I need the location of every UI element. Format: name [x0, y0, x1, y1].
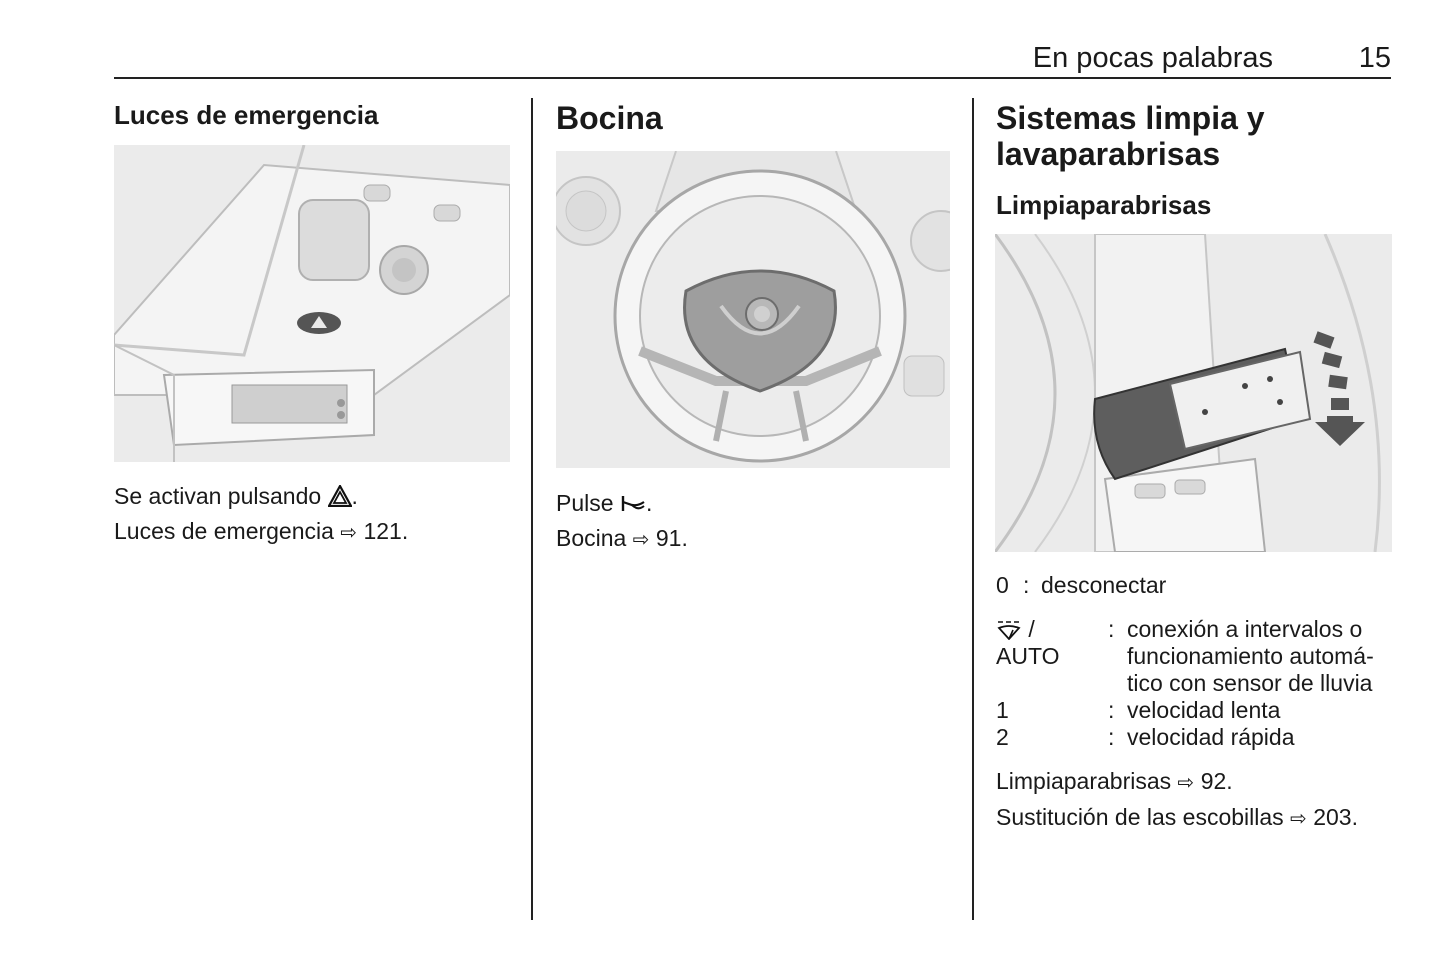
wiper-interval-icon — [996, 620, 1022, 640]
section-title: En pocas palabras — [1032, 42, 1273, 74]
wiper-blade-reference[interactable] — [996, 802, 1358, 834]
legend-value-interval-line2: funcionamiento automá- — [1127, 643, 1374, 669]
wiper-reference[interactable] — [996, 766, 1233, 798]
legend-value-interval-line1: conexión a intervalos o — [1127, 616, 1363, 642]
page-header — [114, 40, 1391, 79]
legend-value-interval — [1127, 616, 1386, 697]
legend-separator: : — [1108, 616, 1115, 642]
horn-icon — [620, 494, 646, 514]
page-number: 15 — [1358, 42, 1391, 74]
legend-key-auto: AUTO — [996, 643, 1060, 669]
legend-value-fast: velocidad rápida — [1127, 724, 1295, 750]
legend-key-slash: / — [1028, 616, 1035, 642]
legend-key-interval — [996, 616, 1059, 670]
wiper-blade-reference-text: Sustitución de las escobillas — [996, 804, 1284, 830]
horn-reference-page: 91. — [655, 525, 688, 551]
legend-key-0: 0 — [996, 572, 1009, 598]
legend-row-interval — [996, 616, 1386, 697]
hazard-reference-page: 121. — [363, 518, 409, 544]
legend-key-2: 2 — [996, 724, 1009, 750]
cross-reference-arrow-icon: ⇨ — [1290, 808, 1307, 830]
legend-separator: : — [1108, 697, 1115, 723]
wiper-legend — [996, 572, 1386, 751]
wiper-heading-line1: Sistemas limpia y — [996, 100, 1265, 136]
wiper-subsection — [996, 188, 1211, 222]
hazard-reference-text: Luces de emergencia — [114, 518, 334, 544]
warning-triangle-icon — [328, 485, 352, 507]
horn-instruction-text: Pulse — [556, 490, 614, 516]
hazard-instruction-text: Se activan pulsando — [114, 483, 322, 509]
horn-heading: Bocina — [556, 100, 663, 136]
horn-section — [556, 100, 663, 136]
column-divider-1 — [531, 98, 533, 920]
legend-value-slow: velocidad lenta — [1127, 697, 1281, 723]
legend-separator: : — [1108, 724, 1115, 750]
legend-value-off: desconectar — [1041, 572, 1167, 598]
legend-row-off — [996, 572, 1386, 599]
legend-row-slow — [996, 697, 1386, 724]
horn-instruction-period: . — [645, 490, 653, 516]
cross-reference-arrow-icon: ⇨ — [340, 522, 358, 544]
hazard-lights-illustration — [114, 145, 510, 462]
horn-reference-text: Bocina — [556, 525, 627, 551]
legend-row-fast — [996, 724, 1386, 751]
hazard-lights-heading: Luces de emergencia — [114, 100, 379, 130]
legend-key-1: 1 — [996, 697, 1009, 723]
hazard-instruction-period: . — [351, 483, 358, 509]
horn-reference[interactable] — [556, 523, 688, 555]
cross-reference-arrow-icon: ⇨ — [632, 529, 650, 551]
horn-instruction — [556, 488, 652, 518]
hazard-reference[interactable] — [114, 516, 408, 548]
wiper-subheading: Limpiaparabrisas — [996, 190, 1212, 220]
wiper-reference-text: Limpiaparabrisas — [996, 768, 1172, 794]
wiper-stalk-illustration — [995, 234, 1392, 552]
hazard-instruction — [114, 481, 358, 511]
wiper-blade-reference-page: 203. — [1313, 804, 1358, 830]
wiper-section — [996, 100, 1265, 172]
hazard-lights-section — [114, 98, 378, 132]
wiper-reference-page: 92. — [1200, 768, 1233, 794]
horn-illustration — [556, 151, 950, 468]
wiper-heading-line2: lavaparabrisas — [996, 136, 1221, 172]
column-divider-2 — [972, 98, 974, 920]
legend-separator: : — [1023, 572, 1030, 598]
cross-reference-arrow-icon: ⇨ — [1177, 772, 1195, 794]
legend-value-interval-line3: tico con sensor de lluvia — [1127, 670, 1373, 696]
